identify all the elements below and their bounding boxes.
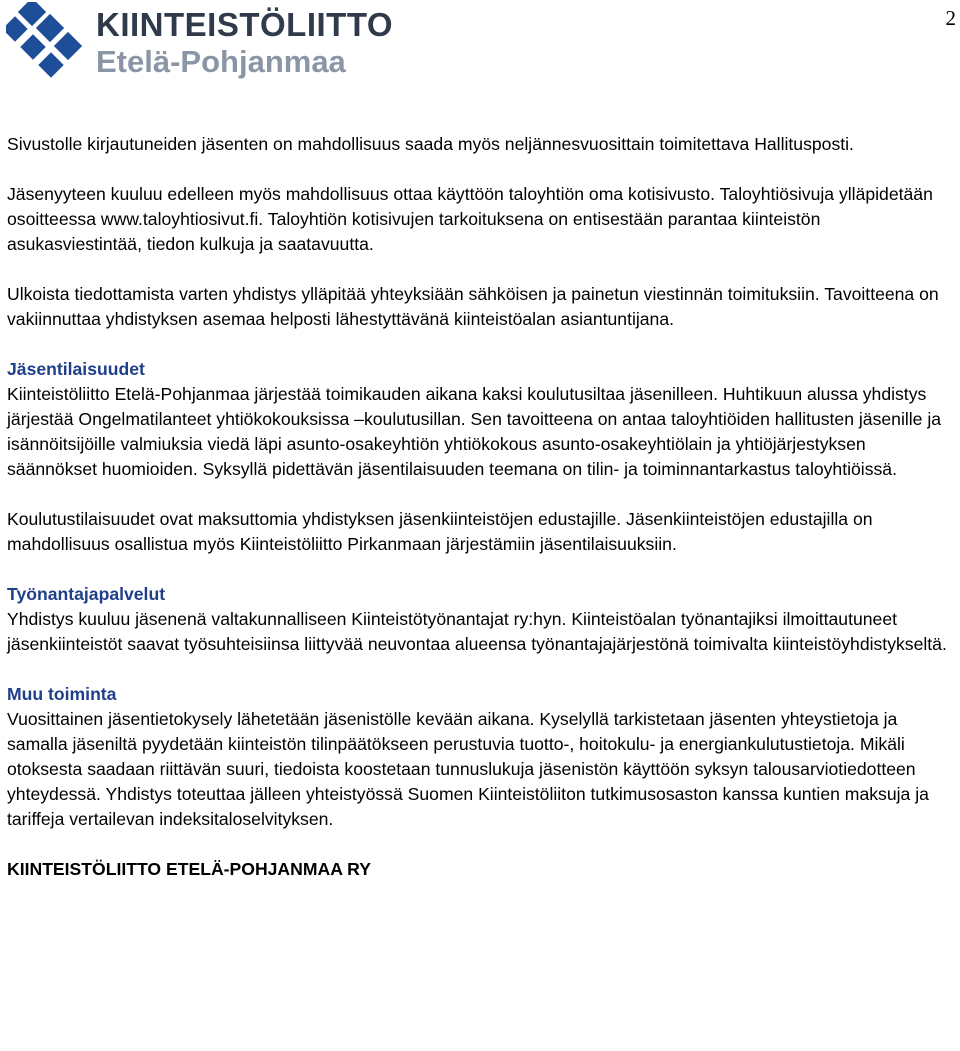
kiinteistoliitto-logo <box>6 2 416 82</box>
diamond-logo-icon <box>6 2 86 82</box>
paragraph-koulutustilaisuudet: Koulutustilaisuudet ovat maksuttomia yhdistyksen jäsenkiinteistöjen edustajille. Jäsenkiinteistöjen edustajilla on mahdollisuus osallistua myös Kiinteistöliitto Pirkanmaan järjestämiin jäsentilaisuuksiin. <box>7 509 873 554</box>
page-number: 2 <box>945 6 956 30</box>
paragraph-ulkoinen-tiedottaminen: Ulkoista tiedottamista varten yhdistys ylläpitää yhteyksiään sähköisen ja painetun viestinnän toimituksiin. Tavoitteena on vakiinnuttaa yhdistyksen asemaa helposti lähestyttävänä kiinteistöalan asiantuntijana. <box>7 284 939 329</box>
document-body <box>7 132 957 882</box>
paragraph-koulutusillat: Kiinteistöliitto Etelä-Pohjanmaa järjestää toimikauden aikana kaksi koulutusiltaa jäsenilleen. Huhtikuun alussa yhdistys järjestää Ongelmatilanteet yhtiökokouksissa –koulutusillan. Sen tavoitteena on antaa taloyhtiöiden hallitusten jäsenille ja isännöitsijöille valmiuksia viedä läpi asunto-osakeyhtiön yhtiökokous asunto-osakeyhtiölain ja yhtiöjärjestyksen säännökset huomioiden. Syksyllä pidettävän jäsentilaisuuden teemana on tilin- ja toiminnantarkastus taloyhtiöissä. <box>7 384 942 479</box>
heading-tyonantajapalvelut: Työnantajapalvelut <box>7 584 166 604</box>
logo-subtitle: Etelä-Pohjanmaa <box>96 44 346 79</box>
logo-title: KIINTEISTÖLIITTO <box>96 6 394 43</box>
paragraph-kotisivusto: Jäsenyyteen kuuluu edelleen myös mahdollisuus ottaa käyttöön taloyhtiön oma kotisivusto. Taloyhtiösivuja ylläpidetään osoitteessa www.taloyhtiosivut.fi. Taloyhtiön kotisivujen tarkoituksena on entisestään parantaa kiinteistön asukasviestintää, tiedon kulkuja ja saatavuutta. <box>7 184 933 254</box>
heading-muu-toiminta: Muu toiminta <box>7 684 117 704</box>
organization-footer-title: KIINTEISTÖLIITTO ETELÄ-POHJANMAA RY <box>7 859 371 879</box>
paragraph-muu-toiminta: Vuosittainen jäsentietokysely lähetetään jäsenistölle kevään aikana. Kyselyllä tarkistetaan jäsenten yhteystietoja ja samalla jäseniltä pyydetään kiinteistön tilinpäätökseen perustuvia tuotto-, hoitokulu- ja energiankulutustietoja. Mikäli otoksesta saadaan riittävän suuri, tiedoista koostetaan tunnuslukuja jäsenistön käyttöön syksyn talousarviotiedotteen yhteydessä. Yhdistys toteuttaa jälleen yhteistyössä Suomen Kiinteistöliiton tutkimusosaston kanssa kuntien maksuja ja tariffeja vertailevan indeksitaloselvityksen. <box>7 709 929 829</box>
paragraph-tyonantajapalvelut: Yhdistys kuuluu jäsenenä valtakunnalliseen Kiinteistötyönantajat ry:hyn. Kiinteistöalan työnantajiksi ilmoittautuneet jäsenkiinteistöt saavat työsuhteisiinsa liittyvää neuvontaa alueensa työnantajajärjestönä toimivalta kiinteistöyhdistykseltä. <box>7 609 947 654</box>
heading-jasentilaisuudet: Jäsentilaisuudet <box>7 359 145 379</box>
paragraph-hallitusposti: Sivustolle kirjautuneiden jäsenten on mahdollisuus saada myös neljännesvuosittain toimitettava Hallitusposti. <box>7 134 854 154</box>
